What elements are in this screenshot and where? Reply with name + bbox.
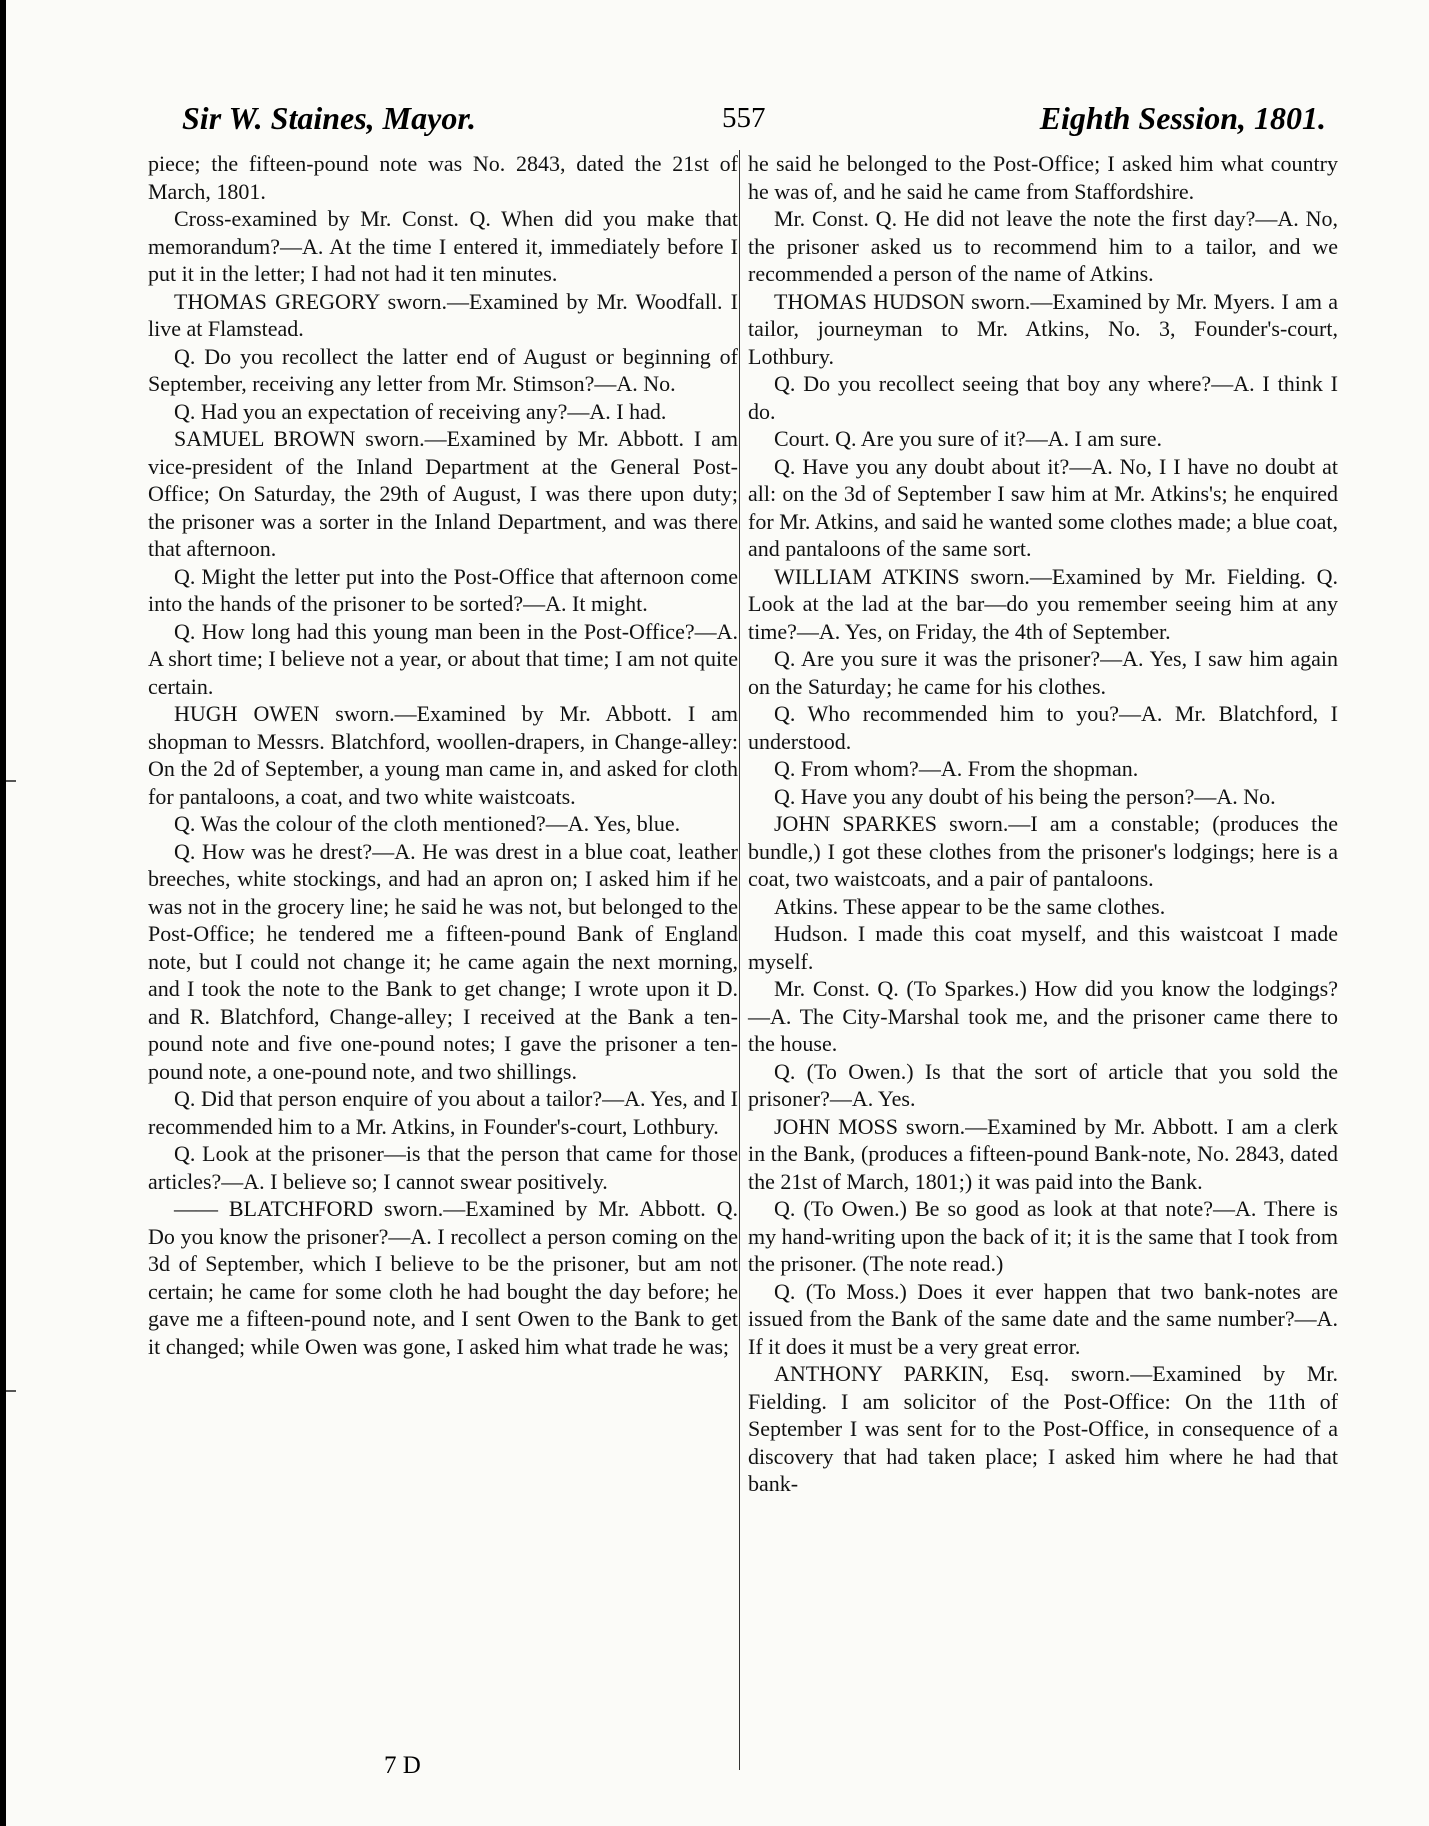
paragraph: THOMAS HUDSON sworn.—Examined by Mr. Myers. I am a tailor, journeyman to Mr. Atkins, No. 3, Founder's-court, Lothbury. [748,288,1338,369]
margin-mark [6,1390,16,1392]
paragraph: Q. Do you recollect the latter end of August or beginning of September, receiving any letter from Mr. Stimson?—A. No. [148,343,738,396]
paragraph: Q. (To Owen.) Be so good as look at that note?—A. There is my hand-writing upon the back of it; it is the same that I took from the prisoner. (The note read.) [748,1196,1338,1276]
paragraph: piece; the fifteen-pound note was No. 2843, dated the 21st of March, 1801. [148,151,738,204]
paragraph: Q. Have you any doubt of his being the person?—A. No. [774,783,1276,809]
page-header [156,100,1326,140]
paragraph: ANTHONY PARKIN, Esq. sworn.—Examined by Mr. Fielding. I am solicitor of the Post-Office: On the 11th of September I was sent for to the Post-Office, in consequence of a discovery that had taken place; I asked him where he had that bank- [748,1361,1338,1496]
signature-mark: 7 D [384,1752,421,1779]
header-mayor: Sir W. Staines, Mayor. [182,100,477,136]
paragraph: Cross-examined by Mr. Const. Q. When did you make that memorandum?—A. At the time I entered it, immediately before I put it in the letter; I had not had it ten minutes. [148,206,738,286]
paragraph: Mr. Const. Q. He did not leave the note the first day?—A. No, the prisoner asked us to recommend him to a tailor, and we recommended a person of the name of Atkins. [748,206,1338,286]
paragraph: he said he belonged to the Post-Office; I asked him what country he was of, and he said he came from Staffordshire. [748,151,1338,204]
paragraph: Q. Might the letter put into the Post-Office that afternoon come into the hands of the prisoner to be sorted?—A. It might. [148,563,738,616]
paragraph: Hudson. I made this coat myself, and this waistcoat I made myself. [748,921,1338,974]
paragraph: Q. Who recommended him to you?—A. Mr. Blatchford, I understood. [748,701,1338,754]
margin-mark [6,780,16,782]
header-session: Eighth Session, 1801. [1039,100,1326,136]
paragraph: THOMAS GREGORY sworn.—Examined by Mr. Woodfall. I live at Flamstead. [148,288,738,341]
paragraph: Q. How was he drest?—A. He was drest in a blue coat, leather breeches, white stockings, and had an apron on; I asked him if he was not in the grocery line; he said he was not, but belonged to the Post-Office; he tendered me a fifteen-pound Bank of England note, but I could not change it; he came again the next morning, and I took the note to the Bank to get change; I wrote upon it D. and R. Blatchford, Change-alley; I received at the Bank a ten-pound note and five one-pound notes; I gave the prisoner a ten-pound note, a one-pound note, and two shillings. [148,838,738,1084]
left-column [148,150,738,1360]
paragraph: WILLIAM ATKINS sworn.—Examined by Mr. Fielding. Q. Look at the lad at the bar—do you remember seeing him at any time?—A. Yes, on Friday, the 4th of September. [748,563,1338,644]
paragraph: Q. Did that person enquire of you about a tailor?—A. Yes, and I recommended him to a Mr. Atkins, in Founder's-court, Lothbury. [148,1086,738,1139]
right-column [748,150,1338,1498]
column-divider [739,150,740,1770]
paragraph: SAMUEL BROWN sworn.—Examined by Mr. Abbott. I am vice-president of the Inland Department at the General Post-Office; On Saturday, the 29th of August, I was there upon duty; the prisoner was a sorter in the Inland Department, and was there that afternoon. [148,426,738,561]
paragraph: Q. (To Moss.) Does it ever happen that two bank-notes are issued from the Bank of the same date and the same number?—A. If it does it must be a very great error. [748,1278,1338,1359]
paragraph: Q. Had you an expectation of receiving any?—A. I had. [174,398,667,424]
paragraph: Q. (To Owen.) Is that the sort of article that you sold the prisoner?—A. Yes. [748,1058,1338,1111]
paragraph: Court. Q. Are you sure of it?—A. I am sure. [774,426,1162,451]
paragraph: Mr. Const. Q. (To Sparkes.) How did you know the lodgings?—A. The City-Marshal took me, and the prisoner came there to the house. [748,976,1338,1056]
paragraph: —— BLATCHFORD sworn.—Examined by Mr. Abbott. Q. Do you know the prisoner?—A. I recollect a person coming on the 3d of September, which I believe to be the prisoner, but am not certain; he came for some cloth he had bought the day before; he gave me a fifteen-pound note, and I sent Owen to the Bank to get it changed; while Owen was gone, I asked him what trade he was; [148,1196,738,1359]
paragraph: Q. How long had this young man been in the Post-Office?—A. A short time; I believe not a year, or about that time; I am not quite certain. [148,618,738,699]
page-number: 557 [722,102,766,134]
paragraph: Q. Are you sure it was the prisoner?—A. Yes, I saw him again on the Saturday; he came for his clothes. [748,646,1338,699]
paragraph: Q. Look at the prisoner—is that the person that came for those articles?—A. I believe so; I cannot swear positively. [148,1141,738,1194]
paragraph: Atkins. These appear to be the same clothes. [774,893,1166,919]
paragraph: JOHN MOSS sworn.—Examined by Mr. Abbott. I am a clerk in the Bank, (produces a fifteen-pound Bank-note, No. 2843, dated the 21st of March, 1801;) it was paid into the Bank. [748,1113,1338,1194]
paragraph: Q. Do you recollect seeing that boy any where?—A. I think I do. [748,371,1338,424]
document-page [6,0,1429,1826]
paragraph: Q. Was the colour of the cloth mentioned?—A. Yes, blue. [174,811,681,836]
paragraph: JOHN SPARKES sworn.—I am a constable; (produces the bundle,) I got these clothes from the prisoner's lodgings; here is a coat, two waistcoats, and a pair of pantaloons. [748,811,1338,891]
paragraph: HUGH OWEN sworn.—Examined by Mr. Abbott. I am shopman to Messrs. Blatchford, woollen-drapers, in Change-alley: On the 2d of September, a young man came in, and asked for cloth for pantaloons, a coat, and two white waistcoats. [148,701,738,809]
paragraph: Q. Have you any doubt about it?—A. No, I I have no doubt at all: on the 3d of September I saw him at Mr. Atkins's; he enquired for Mr. Atkins, and said he wanted some clothes made; a blue coat, and pantaloons of the same sort. [748,453,1338,561]
paragraph: Q. From whom?—A. From the shopman. [774,756,1139,781]
